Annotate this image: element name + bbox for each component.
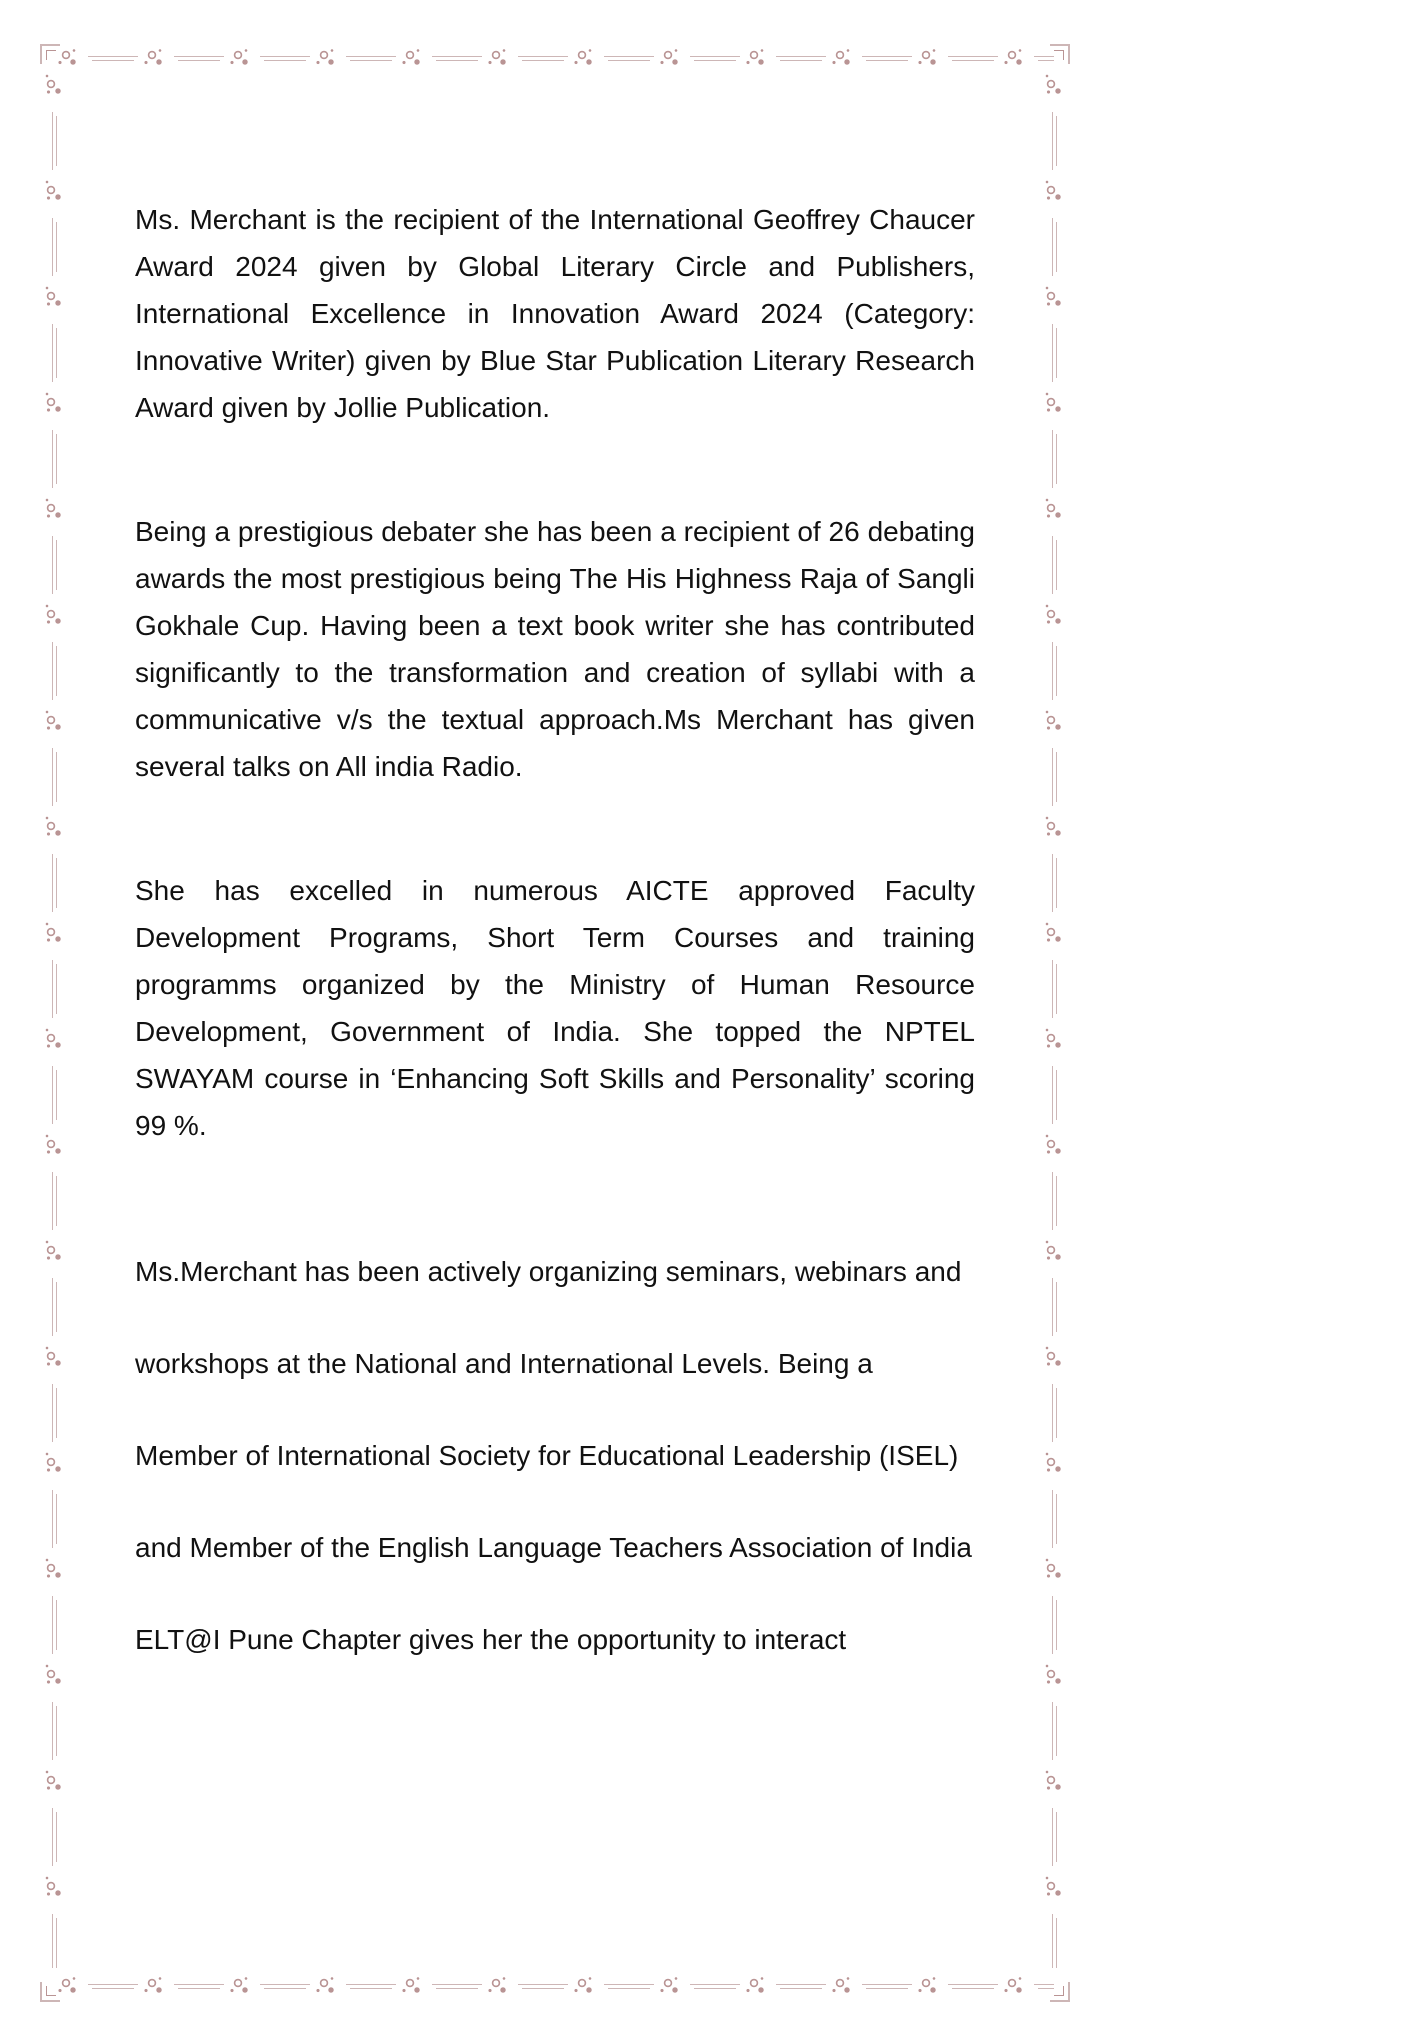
- paragraph-awards: Ms. Merchant is the recipient of the International Geoffrey Chaucer Award 2024 given by Global Literary Circle and Publishers, International Excellence in Innovation Award 2024 (Category: Innovative Writer) given by Blue Star Publication Literary Research Award given by Jollie Publication.: [135, 204, 975, 423]
- paragraph-debating: Being a prestigious debater she has been a recipient of 26 debating awards the most prestigious being The His Highness Raja of Sangli Gokhale Cup. Having been a text book writer she has contributed significantly to the transformation and creation of syllabi with a communicative v/s the textual approach.Ms Merchant has given several talks on All india Radio.: [135, 516, 975, 782]
- decorative-border-right: [1044, 70, 1064, 1968]
- document-body-text: [135, 196, 975, 1686]
- paragraph-programs: She has excelled in numerous AICTE approved Faculty Development Programs, Short Term Courses and training programms organized by the Ministry of Human Resource Development, Government of India. She topped the NPTEL SWAYAM course in ‘Enhancing Soft Skills and Personality’ scoring 99 %.: [135, 875, 975, 1141]
- corner-ornament-top-left: [40, 44, 60, 64]
- decorative-border-top: [54, 48, 1054, 68]
- decorative-border-left: [44, 70, 64, 1968]
- corner-ornament-bottom-left: [40, 1982, 60, 2002]
- corner-ornament-top-right: [1050, 44, 1070, 64]
- decorative-border-bottom: [54, 1976, 1054, 1996]
- paragraph-seminars: Ms.Merchant has been actively organizing seminars, webinars and workshops at the National and International Levels. Being a Member of International Society for Educational Leadership (ISEL) and Member of the English Language Teachers Association of India ELT@I Pune Chapter gives her the opportunity to interact: [135, 1256, 972, 1655]
- corner-ornament-bottom-right: [1050, 1982, 1070, 2002]
